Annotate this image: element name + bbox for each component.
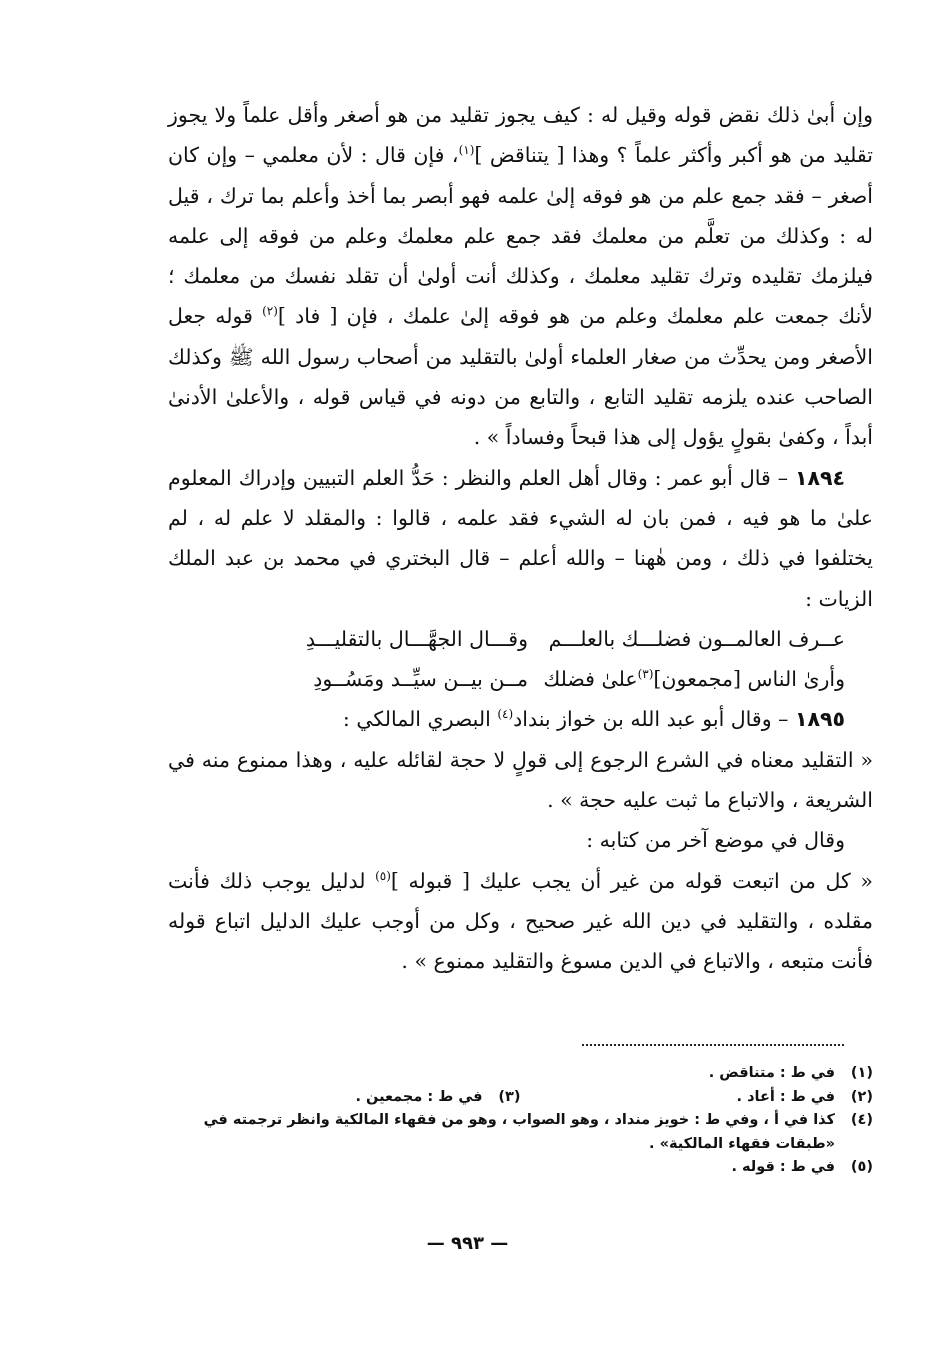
paragraph-1895-text-a: – وقال أبو عبد الله بن خواز بنداد bbox=[513, 707, 789, 732]
paragraph-1894 bbox=[168, 458, 873, 619]
quote-1: « التقليد معناه في الشرع الرجوع إلى قولٍ لا حجة لقائله عليه ، وهذا ممنوع منه في الشريعة ، والاتباع ما ثبت عليه حجة » . bbox=[168, 747, 873, 813]
footnote-number: (١) bbox=[850, 1065, 873, 1081]
entry-number-1895: ١٨٩٥ bbox=[794, 707, 845, 732]
main-text bbox=[168, 95, 873, 982]
footnote-number: (٣) bbox=[498, 1088, 521, 1105]
footnote-text: في ط : مجمعين . bbox=[355, 1088, 483, 1105]
footnote-ref-3: (٣) bbox=[637, 667, 654, 682]
footnote-divider bbox=[582, 1044, 844, 1046]
paragraph-1 bbox=[168, 95, 873, 458]
footnote-5 bbox=[168, 1156, 873, 1180]
paragraph-1-text-a: وإن أبىٰ ذلك نقض قوله وقيل له : كيف يجوز تقليد من هو أصغر وأقل علماً ولا يجوز تقليد من هو أكبر وأكثر علماً ؟ وهذا [ يتناقض ] bbox=[168, 103, 873, 168]
footnote-ref-2: (٢) bbox=[262, 304, 278, 319]
footnote-1 bbox=[168, 1062, 873, 1086]
footnote-4 bbox=[168, 1109, 873, 1156]
entry-number-1894: ١٨٩٤ bbox=[794, 465, 845, 490]
footnote-text: في ط : قوله . bbox=[731, 1159, 835, 1175]
poem-line-2-text-b: علىٰ فضلك bbox=[543, 667, 638, 692]
paragraph-1-text-b: ، فإن قال : لأن معلمي – وإن كان أصغر – فقد جمع علم من هو فوقه إلىٰ علمه فهو أبصر بما أخذ وأعلم بما ترك ، قيل له : وكذلك من تعلَّم من معلمك فقد جمع علم معلمك وعلم من فوقه إلى علمه فيلزمك تقليده وترك تقليد معلمك ، وكذلك أنت أولىٰ أن تقلد نفسك من معلمك ؛ لأنك جمعت علم معلمك وعلم من هو فوقه إلىٰ علمك ، فإن [ فاد ] bbox=[168, 143, 873, 329]
poem-line-1-second-hemistich: وقـــال الجهَّـــال بالتقليـــدِ bbox=[305, 626, 528, 651]
footnote-text: كذا في أ ، وفي ط : خويز منداد ، وهو الصواب ، وهو من فقهاء المالكية وانظر ترجمته في «طبقات فقهاء المالكية» . bbox=[203, 1112, 835, 1152]
footnotes bbox=[168, 1062, 873, 1180]
footnote-number: (٤) bbox=[850, 1112, 873, 1128]
paragraph-1894-text: – قال أبو عمر : وقال أهل العلم والنظر : حَدُّ العلم التبيين وإدراك المعلوم علىٰ ما هو فيه ، فمن بان له الشيء فقد علمه ، قالوا : والمقلد لا علم له ، لم يختلفوا في ذلك ، ومن هٰهنا – والله أعلم – قال البختري في محمد بن عبد الملك الزيات : bbox=[168, 465, 873, 611]
quote-2-text-a: « كل من اتبعت قوله من غير أن يجب عليك [ قبوله ] bbox=[390, 868, 873, 893]
paragraph-1895-text-b: البصري المالكي : bbox=[342, 707, 491, 732]
footnote-2-3 bbox=[168, 1086, 873, 1110]
footnote-text: في ط : أعاد . bbox=[736, 1088, 835, 1105]
quote-2-text-b: لدليل يوجب ذلك فأنت مقلده ، والتقليد في دين الله غير صحيح ، وكل من أوجب عليك الدليل اتباع قوله فأنت متبعه ، والاتباع في الدين مسوغ والتقليد ممنوع » . bbox=[168, 868, 873, 974]
paragraph-1895 bbox=[168, 699, 873, 739]
footnote-ref-5: (٥) bbox=[375, 868, 391, 883]
poem-line-1-first-hemistich: عــرف العالمــون فضلـــك بالعلـــم bbox=[548, 626, 845, 651]
footnote-ref-1: (١) bbox=[458, 143, 475, 158]
footnote-number: (٥) bbox=[850, 1159, 873, 1175]
footnote-text: في ط : متناقض . bbox=[708, 1065, 835, 1081]
footnote-3 bbox=[168, 1086, 521, 1110]
poem-line-2-text-a: وأرىٰ الناس [مجمعون] bbox=[653, 667, 845, 692]
paragraph-1-text-c: قوله جعل الأصغر ومن يحدِّث من صغار العلماء أولىٰ بالتقليد من أصحاب رسول الله ﷺ وكذلك الصاحب عنده يلزمه تقليد التابع ، والتابع من دونه في قياس قوله ، والأعلىٰ الأدنىٰ أبداً ، وكفىٰ بقولٍ يؤول إلى هذا قبحاً وفساداً » . bbox=[168, 304, 873, 450]
page-number: — ٩٩٣ — bbox=[426, 1233, 509, 1254]
footnote-number: (٢) bbox=[850, 1088, 873, 1105]
poem-line-2 bbox=[168, 659, 873, 699]
poem bbox=[168, 619, 873, 700]
footnote-2 bbox=[521, 1086, 874, 1110]
poem-line-2-second-hemistich: مــن بيــن سيِّــد ومَسُــودِ bbox=[313, 667, 528, 692]
paragraph-another-place: وقال في موضع آخر من كتابه : bbox=[586, 828, 845, 853]
quote-2 bbox=[168, 861, 873, 982]
poem-line-2-first-hemistich bbox=[545, 659, 845, 699]
footnote-ref-4: (٤) bbox=[497, 707, 514, 722]
poem-line-1 bbox=[168, 619, 873, 659]
